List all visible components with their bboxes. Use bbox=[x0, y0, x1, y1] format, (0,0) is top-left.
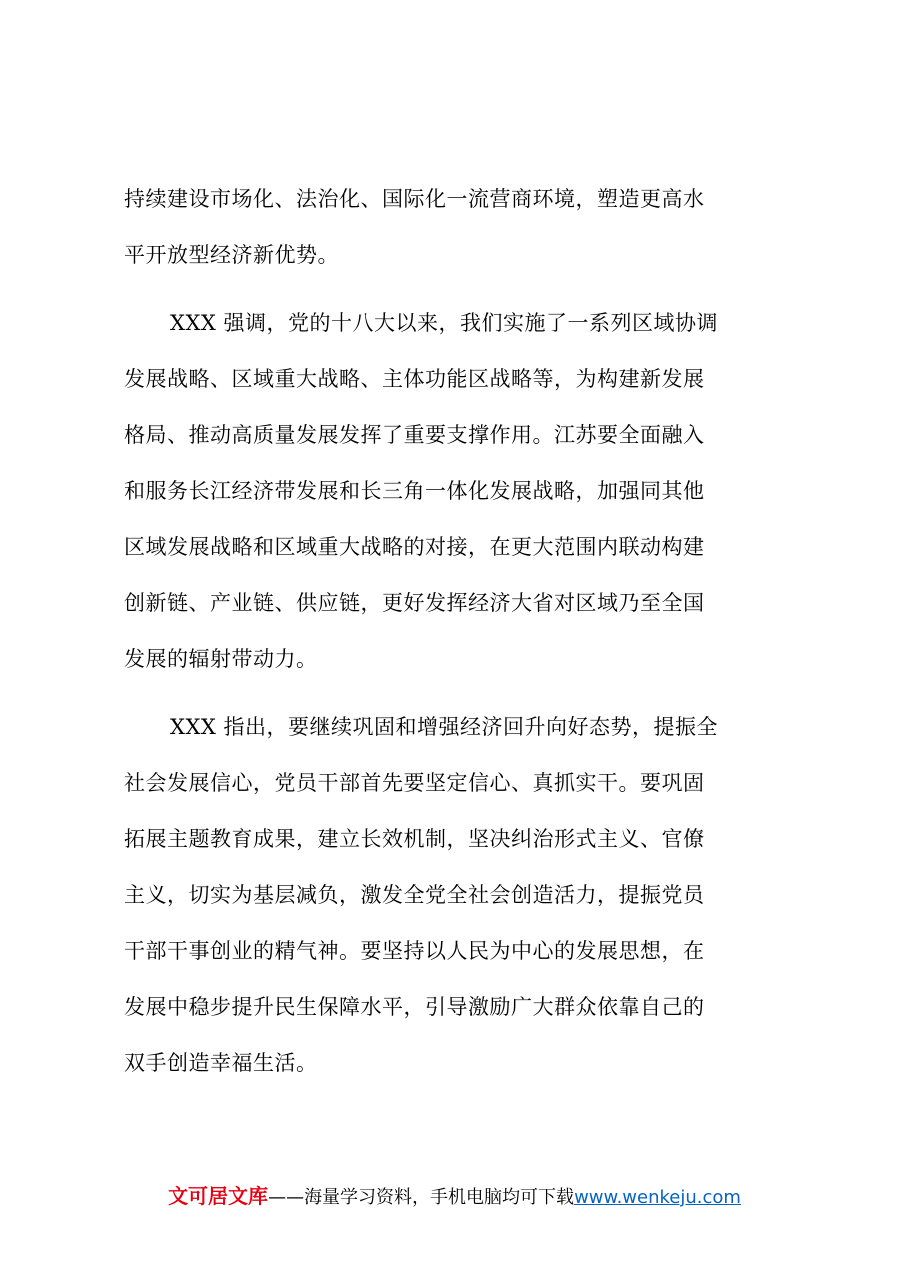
text-line: 格局、推动高质量发展发挥了重要支撑作用。江苏要全面融入 bbox=[124, 423, 705, 447]
text-line: XXX 指出，要继续巩固和增强经济回升向好态势，提振全 bbox=[170, 715, 719, 739]
text-line: XXX 强调，党的十八大以来，我们实施了一系列区域协调 bbox=[170, 311, 719, 335]
paragraph-2 bbox=[124, 295, 784, 687]
document-body bbox=[124, 171, 784, 1091]
footer-website-link[interactable]: www.wenkeju.com bbox=[574, 1187, 741, 1208]
text-line: 和服务长江经济带发展和长三角一体化发展战略，加强同其他 bbox=[124, 479, 705, 503]
paragraph-3 bbox=[124, 699, 784, 1091]
text-line: 创新链、产业链、供应链，更好发挥经济大省对区域乃至全国 bbox=[124, 591, 705, 615]
text-line: 平开放型经济新优势。 bbox=[124, 243, 339, 267]
text-line: 发展的辐射带动力。 bbox=[124, 647, 318, 671]
paragraph-1 bbox=[124, 171, 784, 283]
text-line: 主义，切实为基层减负，激发全党全社会创造活力，提振党员 bbox=[124, 883, 705, 907]
text-line: 发展中稳步提升民生保障水平，引导激励广大群众依靠自己的 bbox=[124, 995, 705, 1019]
page-footer bbox=[0, 1180, 909, 1214]
text-line: 双手创造幸福生活。 bbox=[124, 1051, 318, 1075]
text-line: 持续建设市场化、法治化、国际化一流营商环境，塑造更高水 bbox=[124, 187, 705, 211]
footer-brand: 文可居文库 bbox=[168, 1184, 269, 1208]
text-line: 发展战略、区域重大战略、主体功能区战略等，为构建新发展 bbox=[124, 367, 705, 391]
text-line: 干部干事创业的精气神。要坚持以人民为中心的发展思想，在 bbox=[124, 939, 705, 963]
text-line: 拓展主题教育成果，建立长效机制，坚决纠治形式主义、官僚 bbox=[124, 827, 705, 851]
text-line: 社会发展信心，党员干部首先要坚定信心、真抓实干。要巩固 bbox=[124, 771, 705, 795]
text-line: 区域发展战略和区域重大战略的对接，在更大范围内联动构建 bbox=[124, 535, 705, 559]
footer-tagline: ——海量学习资料，手机电脑均可下载 bbox=[268, 1187, 575, 1208]
